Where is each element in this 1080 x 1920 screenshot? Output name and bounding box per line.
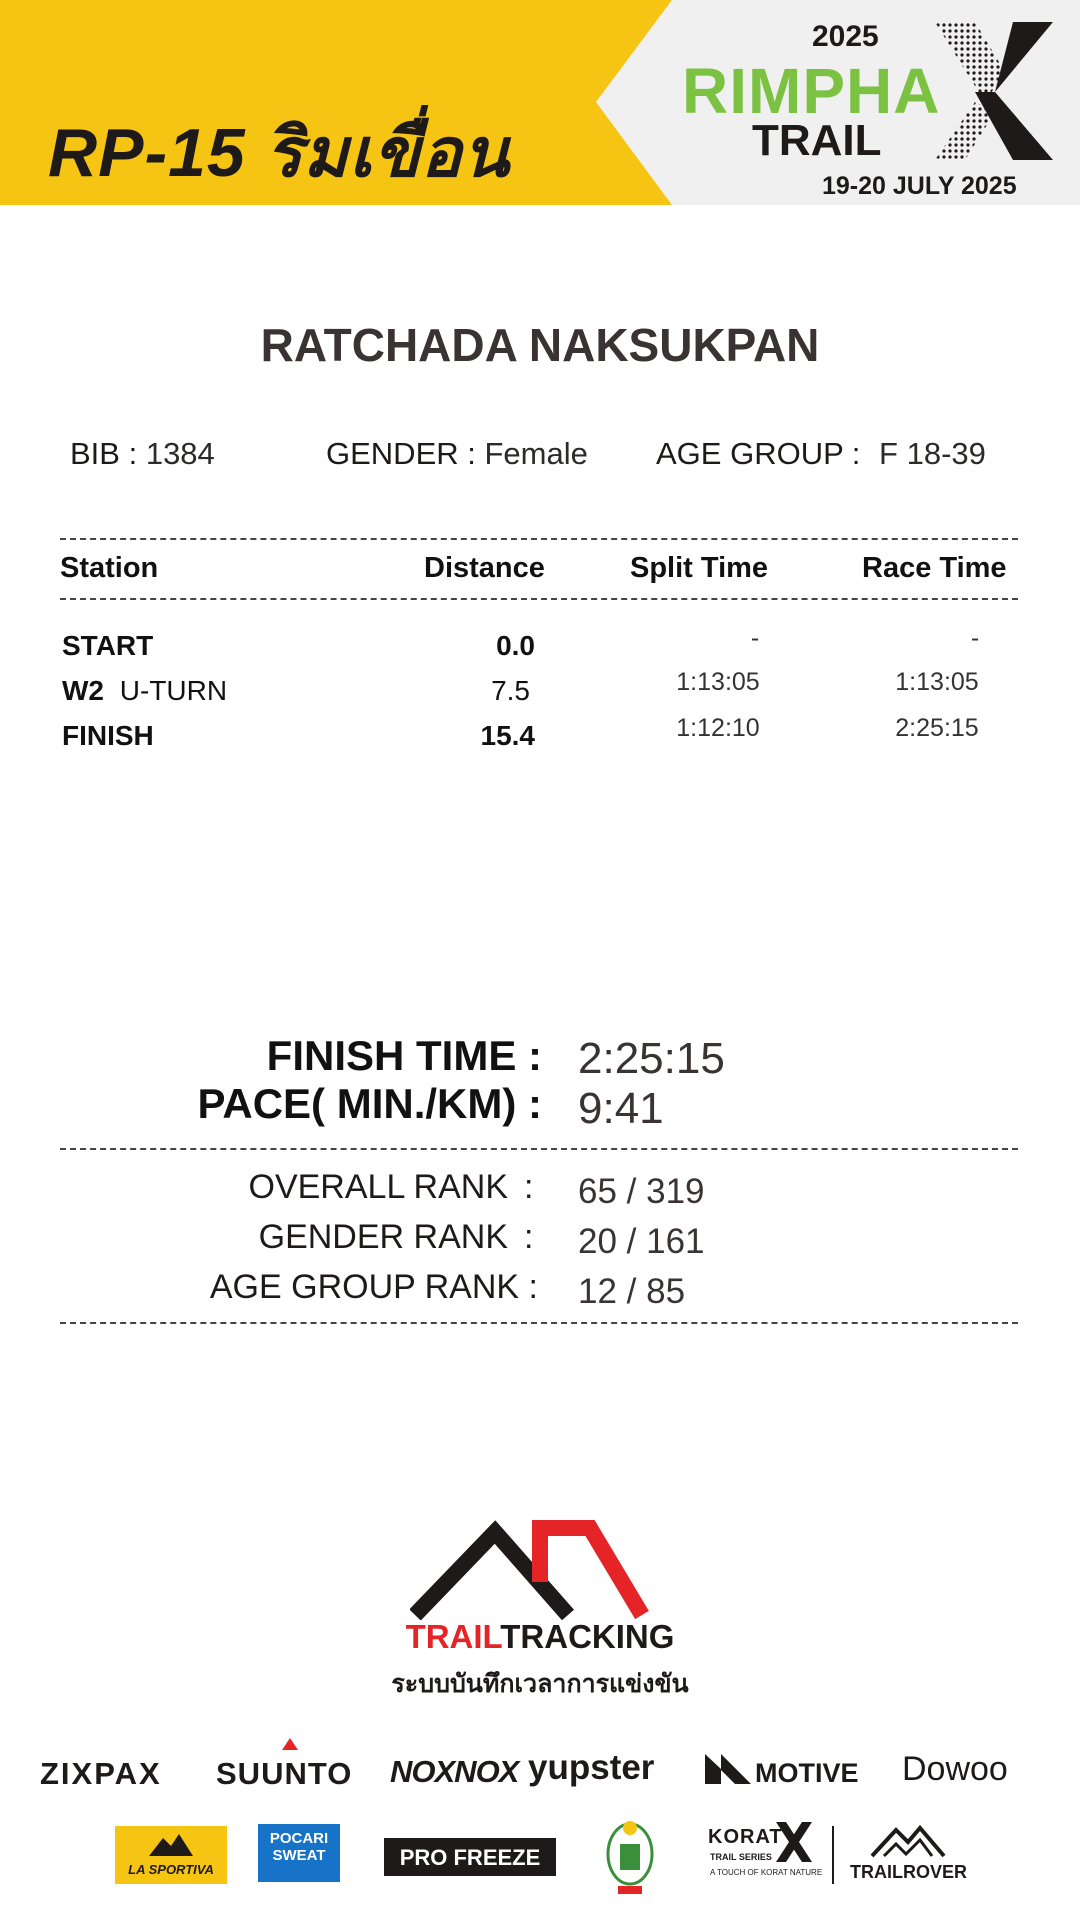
brand-tracking: TRACKING	[500, 1618, 675, 1655]
distance-finish: 15.4	[480, 720, 535, 751]
station-start: START	[62, 630, 154, 661]
sponsor-yupster: yupster	[528, 1748, 655, 1787]
suunto-triangle-icon	[282, 1738, 298, 1750]
sponsor-motive: MOTIVE	[755, 1758, 859, 1788]
distance-start: 0.0	[496, 630, 535, 661]
sponsor-suunto: SUUNTO	[216, 1756, 353, 1791]
station-name: U-TURN	[119, 675, 228, 706]
korat-subtitle: TRAIL SERIES	[710, 1852, 772, 1862]
age-group-info	[656, 436, 986, 472]
race-title: RP-15 ริมเขื่อน	[48, 115, 511, 191]
trailtracking-logo-icon	[410, 1520, 650, 1620]
korat-tagline: A TOUCH OF KORAT NATURE	[710, 1868, 823, 1877]
age-group-label: AGE GROUP :	[656, 436, 861, 471]
age-group-value: F 18-39	[879, 436, 986, 471]
trailrover-mountain-icon	[870, 1824, 946, 1858]
runner-name: RATCHADA NAKSUKPAN	[260, 319, 820, 371]
header-split-time: Split Time	[630, 552, 769, 584]
gender-label: GENDER :	[326, 436, 476, 471]
event-date: 19-20 JULY 2025	[822, 172, 1017, 200]
logo-rimpha: RIMPHA	[682, 55, 941, 127]
logo-trail: TRAIL	[752, 116, 882, 165]
korat-x-icon	[776, 1822, 812, 1862]
table-top-divider	[60, 538, 1018, 540]
profreeze-text: PRO FREEZE	[399, 1845, 541, 1870]
age-group-rank-label: AGE GROUP RANK :	[209, 1268, 538, 1306]
results-bottom-divider	[60, 1322, 1018, 1324]
split-finish: 1:12:10	[676, 714, 760, 742]
pace-label: PACE( MIN./KM) :	[197, 1080, 542, 1127]
split-start: -	[750, 624, 760, 652]
overall-rank-label: OVERALL RANK	[248, 1168, 508, 1206]
finish-time-value: 2:25:15	[578, 1034, 725, 1083]
motive-icon	[705, 1754, 751, 1784]
la-sportiva-mountain-icon	[149, 1832, 193, 1856]
gender-value: Female	[484, 436, 588, 471]
sponsor-pocari	[258, 1824, 340, 1882]
station-uturn	[62, 675, 227, 707]
race-start: -	[970, 624, 980, 652]
sponsor-trailrover: TRAILROVER	[850, 1862, 967, 1882]
pace-value: 9:41	[578, 1084, 664, 1133]
sponsor-dowoo: Dowoo	[902, 1750, 1008, 1788]
bib-info	[70, 436, 215, 472]
sponsor-profreeze	[384, 1838, 556, 1876]
station-code: W2	[62, 675, 104, 706]
la-sportiva-text: LA SPORTIVA	[128, 1862, 214, 1877]
header-station: Station	[60, 552, 159, 584]
bib-label: BIB :	[70, 436, 138, 471]
sponsor-la-sportiva	[115, 1826, 227, 1884]
overall-rank-value: 65 / 319	[578, 1172, 705, 1211]
logo-year: 2025	[812, 20, 879, 53]
station-finish: FINISH	[62, 720, 154, 751]
bib-value: 1384	[145, 436, 215, 471]
gender-rank-value: 20 / 161	[578, 1222, 705, 1261]
split-uturn: 1:13:05	[676, 668, 760, 696]
overall-rank-colon: :	[524, 1168, 534, 1206]
gender-info	[326, 436, 588, 472]
age-group-rank-value: 12 / 85	[578, 1272, 686, 1311]
results-top-divider	[60, 1148, 1018, 1150]
trailtracking-tagline: ระบบบันทึกเวลาการแข่งขัน	[391, 1670, 689, 1698]
sponsor-noxnox: NOXNOX	[390, 1754, 519, 1789]
header-distance: Distance	[424, 552, 545, 584]
race-finish: 2:25:15	[895, 714, 979, 742]
sponsor-divider	[832, 1826, 834, 1884]
sponsor-korat: KORAT	[708, 1826, 783, 1848]
distance-uturn: 7.5	[491, 675, 530, 706]
pocari-text: POCARI SWEAT	[269, 1830, 329, 1864]
gender-rank-colon: :	[524, 1218, 534, 1256]
table-header-divider	[60, 598, 1018, 600]
sponsor-zixpax: ZIXPAX	[40, 1756, 162, 1791]
logo-x-mark	[935, 22, 1053, 160]
finish-time-label: FINISH TIME :	[266, 1032, 542, 1079]
government-seal-icon	[600, 1814, 660, 1898]
header-race-time: Race Time	[862, 552, 1007, 584]
race-uturn: 1:13:05	[895, 668, 979, 696]
trailtracking-brand	[0, 1618, 1080, 1656]
gender-rank-label: GENDER RANK	[258, 1218, 508, 1256]
brand-trail: TRAIL	[405, 1618, 501, 1655]
